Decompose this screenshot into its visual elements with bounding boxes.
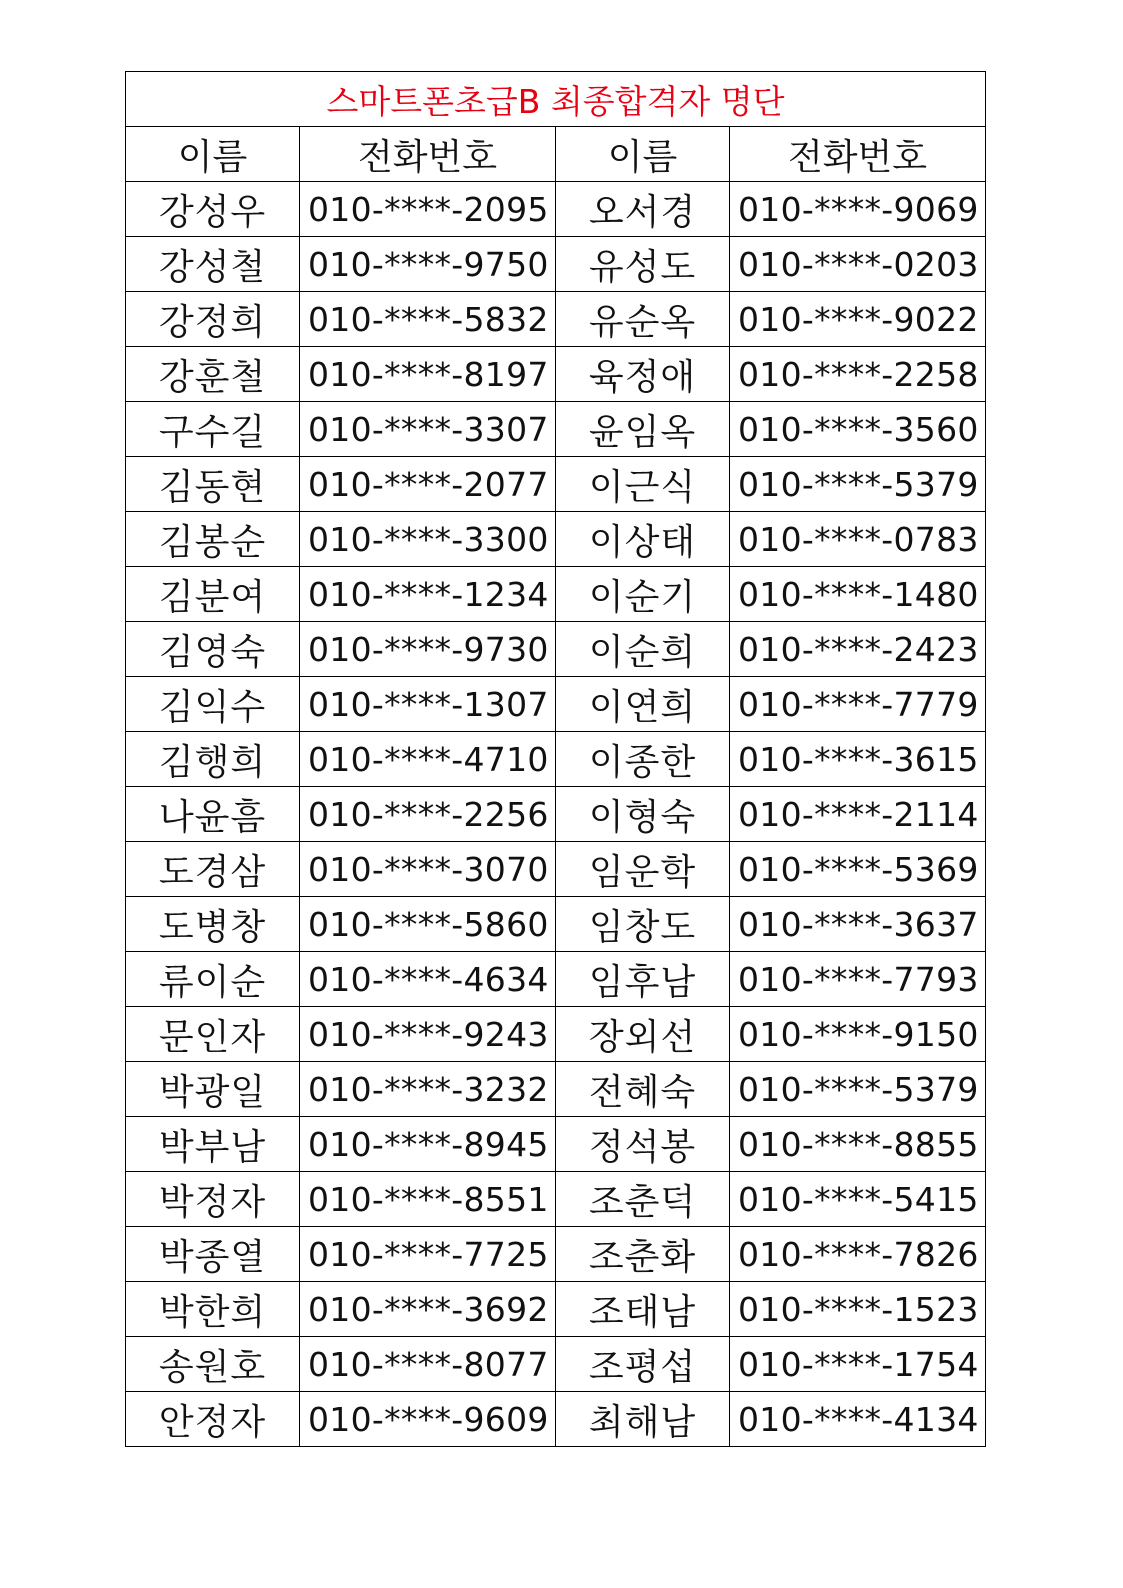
applicant-name-left: 류이순 xyxy=(126,952,300,1007)
applicant-name-left: 강성철 xyxy=(126,237,300,292)
roster-sheet xyxy=(125,71,986,1447)
applicant-name-right: 조태남 xyxy=(556,1282,730,1337)
phone-number-left: 010-****-2077 xyxy=(300,457,556,512)
applicant-name-left: 김동현 xyxy=(126,457,300,512)
applicant-name-right: 조평섭 xyxy=(556,1337,730,1392)
applicant-name-right: 이근식 xyxy=(556,457,730,512)
applicant-name-left: 박정자 xyxy=(126,1172,300,1227)
applicant-name-left: 강정희 xyxy=(126,292,300,347)
phone-number-left: 010-****-3300 xyxy=(300,512,556,567)
applicant-name-left: 문인자 xyxy=(126,1007,300,1062)
document-title: 스마트폰초급B 최종합격자 명단 xyxy=(126,72,986,127)
phone-number-left: 010-****-7725 xyxy=(300,1227,556,1282)
applicant-name-right: 정석봉 xyxy=(556,1117,730,1172)
table-row xyxy=(126,842,986,897)
phone-number-right: 010-****-0203 xyxy=(730,237,986,292)
phone-number-right: 010-****-9022 xyxy=(730,292,986,347)
applicant-name-left: 김영숙 xyxy=(126,622,300,677)
phone-number-right: 010-****-1523 xyxy=(730,1282,986,1337)
applicant-name-left: 김봉순 xyxy=(126,512,300,567)
phone-number-right: 010-****-5379 xyxy=(730,457,986,512)
phone-number-left: 010-****-1234 xyxy=(300,567,556,622)
phone-number-right: 010-****-3637 xyxy=(730,897,986,952)
phone-number-left: 010-****-9609 xyxy=(300,1392,556,1447)
applicant-name-right: 임운학 xyxy=(556,842,730,897)
applicant-name-left: 나윤흠 xyxy=(126,787,300,842)
applicant-name-right: 이종한 xyxy=(556,732,730,787)
applicant-name-right: 유성도 xyxy=(556,237,730,292)
phone-number-left: 010-****-4634 xyxy=(300,952,556,1007)
table-row xyxy=(126,292,986,347)
phone-number-left: 010-****-5860 xyxy=(300,897,556,952)
table-row xyxy=(126,347,986,402)
phone-number-left: 010-****-2095 xyxy=(300,182,556,237)
header-row xyxy=(126,127,986,182)
phone-number-left: 010-****-1307 xyxy=(300,677,556,732)
applicant-name-right: 조춘화 xyxy=(556,1227,730,1282)
applicant-name-right: 임창도 xyxy=(556,897,730,952)
phone-number-left: 010-****-8197 xyxy=(300,347,556,402)
column-header-name-right: 이름 xyxy=(556,127,730,182)
applicant-name-right: 장외선 xyxy=(556,1007,730,1062)
table-row xyxy=(126,897,986,952)
phone-number-left: 010-****-5832 xyxy=(300,292,556,347)
phone-number-right: 010-****-2258 xyxy=(730,347,986,402)
applicant-name-right: 전혜숙 xyxy=(556,1062,730,1117)
applicant-name-right: 조춘덕 xyxy=(556,1172,730,1227)
applicant-name-right: 육정애 xyxy=(556,347,730,402)
applicant-name-left: 박부남 xyxy=(126,1117,300,1172)
phone-number-right: 010-****-1480 xyxy=(730,567,986,622)
phone-number-left: 010-****-9730 xyxy=(300,622,556,677)
phone-number-left: 010-****-4710 xyxy=(300,732,556,787)
roster-body xyxy=(126,182,986,1447)
roster-table xyxy=(125,71,986,1447)
table-row xyxy=(126,457,986,512)
table-row xyxy=(126,677,986,732)
phone-number-right: 010-****-2423 xyxy=(730,622,986,677)
applicant-name-left: 송원호 xyxy=(126,1337,300,1392)
column-header-phone-left: 전화번호 xyxy=(300,127,556,182)
column-header-name-left: 이름 xyxy=(126,127,300,182)
applicant-name-left: 도병창 xyxy=(126,897,300,952)
phone-number-right: 010-****-5415 xyxy=(730,1172,986,1227)
title-row xyxy=(126,72,986,127)
phone-number-right: 010-****-9069 xyxy=(730,182,986,237)
phone-number-left: 010-****-8551 xyxy=(300,1172,556,1227)
applicant-name-right: 이순기 xyxy=(556,567,730,622)
applicant-name-right: 이상태 xyxy=(556,512,730,567)
phone-number-right: 010-****-7779 xyxy=(730,677,986,732)
applicant-name-left: 김분여 xyxy=(126,567,300,622)
phone-number-right: 010-****-0783 xyxy=(730,512,986,567)
applicant-name-right: 이연희 xyxy=(556,677,730,732)
table-row xyxy=(126,1117,986,1172)
applicant-name-left: 강성우 xyxy=(126,182,300,237)
applicant-name-right: 이순희 xyxy=(556,622,730,677)
phone-number-right: 010-****-7826 xyxy=(730,1227,986,1282)
table-row xyxy=(126,1227,986,1282)
table-row xyxy=(126,1282,986,1337)
table-row xyxy=(126,567,986,622)
applicant-name-right: 이형숙 xyxy=(556,787,730,842)
applicant-name-right: 임후남 xyxy=(556,952,730,1007)
applicant-name-left: 박종열 xyxy=(126,1227,300,1282)
applicant-name-right: 오서경 xyxy=(556,182,730,237)
applicant-name-right: 유순옥 xyxy=(556,292,730,347)
applicant-name-right: 윤임옥 xyxy=(556,402,730,457)
table-row xyxy=(126,952,986,1007)
applicant-name-left: 안정자 xyxy=(126,1392,300,1447)
phone-number-right: 010-****-9150 xyxy=(730,1007,986,1062)
phone-number-right: 010-****-5379 xyxy=(730,1062,986,1117)
phone-number-left: 010-****-3307 xyxy=(300,402,556,457)
table-row xyxy=(126,182,986,237)
phone-number-left: 010-****-3692 xyxy=(300,1282,556,1337)
phone-number-left: 010-****-3070 xyxy=(300,842,556,897)
table-row xyxy=(126,787,986,842)
applicant-name-left: 박한희 xyxy=(126,1282,300,1337)
table-row xyxy=(126,512,986,567)
applicant-name-right: 최해남 xyxy=(556,1392,730,1447)
applicant-name-left: 도경삼 xyxy=(126,842,300,897)
phone-number-right: 010-****-5369 xyxy=(730,842,986,897)
table-row xyxy=(126,622,986,677)
table-row xyxy=(126,1172,986,1227)
table-row xyxy=(126,1337,986,1392)
phone-number-right: 010-****-3615 xyxy=(730,732,986,787)
phone-number-left: 010-****-3232 xyxy=(300,1062,556,1117)
table-row xyxy=(126,1007,986,1062)
phone-number-right: 010-****-8855 xyxy=(730,1117,986,1172)
phone-number-left: 010-****-8945 xyxy=(300,1117,556,1172)
phone-number-left: 010-****-9750 xyxy=(300,237,556,292)
table-row xyxy=(126,1392,986,1447)
applicant-name-left: 구수길 xyxy=(126,402,300,457)
applicant-name-left: 박광일 xyxy=(126,1062,300,1117)
applicant-name-left: 강훈철 xyxy=(126,347,300,402)
column-header-phone-right: 전화번호 xyxy=(730,127,986,182)
phone-number-right: 010-****-7793 xyxy=(730,952,986,1007)
applicant-name-left: 김행희 xyxy=(126,732,300,787)
phone-number-left: 010-****-2256 xyxy=(300,787,556,842)
table-row xyxy=(126,732,986,787)
phone-number-left: 010-****-8077 xyxy=(300,1337,556,1392)
phone-number-left: 010-****-9243 xyxy=(300,1007,556,1062)
table-row xyxy=(126,237,986,292)
phone-number-right: 010-****-3560 xyxy=(730,402,986,457)
phone-number-right: 010-****-2114 xyxy=(730,787,986,842)
table-row xyxy=(126,402,986,457)
phone-number-right: 010-****-4134 xyxy=(730,1392,986,1447)
applicant-name-left: 김익수 xyxy=(126,677,300,732)
table-row xyxy=(126,1062,986,1117)
phone-number-right: 010-****-1754 xyxy=(730,1337,986,1392)
